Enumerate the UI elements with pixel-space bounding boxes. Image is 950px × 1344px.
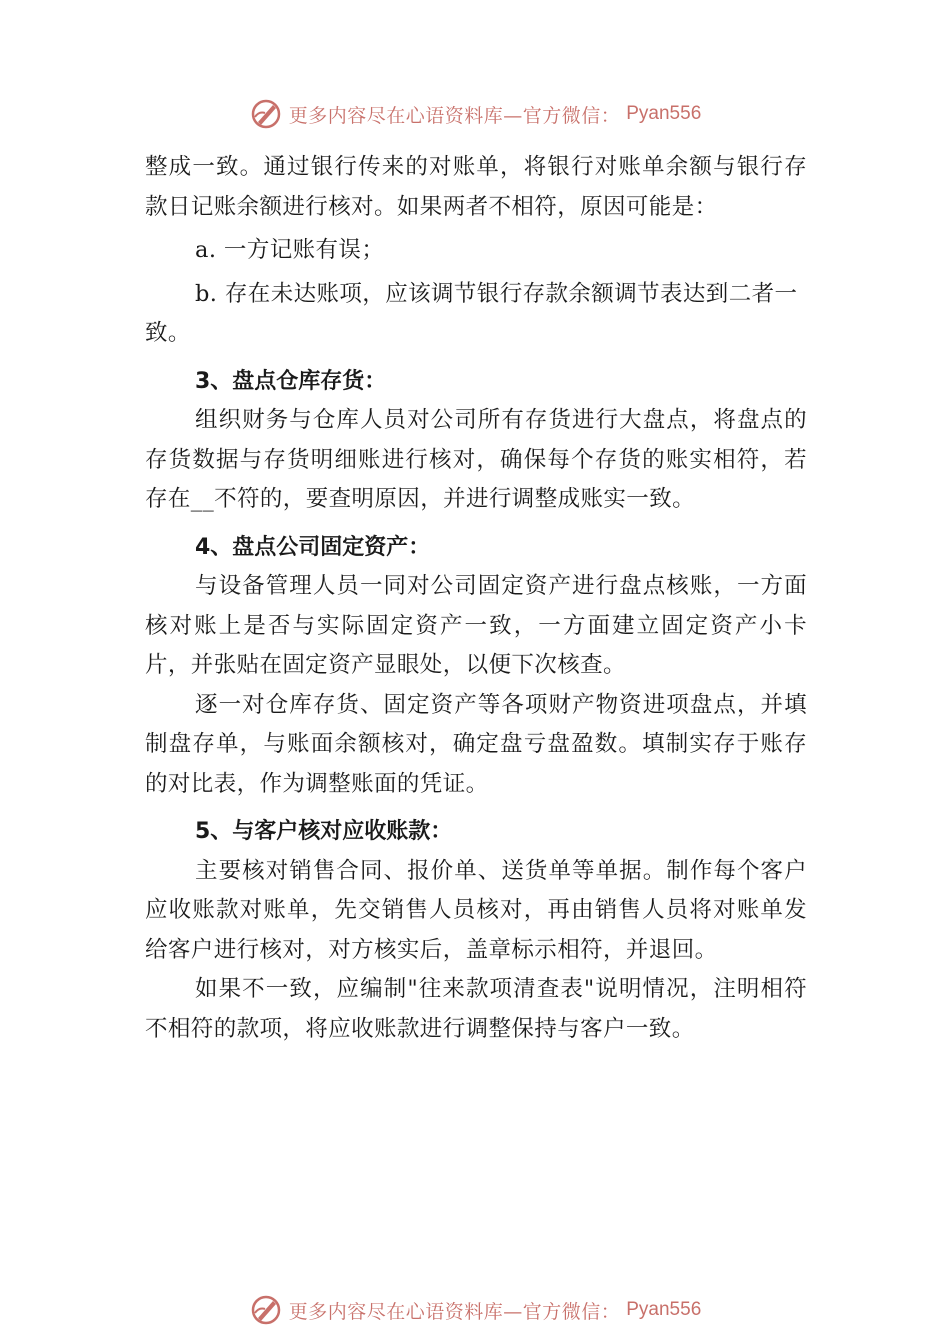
header-banner <box>0 94 950 134</box>
section-heading-4: 4、盘点公司固定资产： <box>195 534 431 560</box>
paragraph-fixed-assets: 与设备管理人员一同对公司固定资产进行盘点核账，一方面核对账上是否与实际固定资产一致，一方面建立固定资产小卡片，并张贴在固定资产显眼处，以便下次核查。 <box>145 573 807 678</box>
footer-banner <box>0 1290 950 1330</box>
banner-wechat-id: Pyan556 <box>626 1299 702 1320</box>
paragraph-discrepancy: 如果不一致，应编制"往来款项清查表"说明情况，注明相符不相符的款项，将应收账款进行调整保持与客户一致。 <box>145 976 807 1042</box>
paragraph-reconciliation: 整成一致。通过银行传来的对账单，将银行对账单余额与银行存款日记账余额进行核对。如果两者不相符，原因可能是： <box>145 154 807 220</box>
paragraph-receivables: 主要核对销售合同、报价单、送货单等单据。制作每个客户应收账款对账单，先交销售人员核对，再由销售人员将对账单发给客户进行核对，对方核实后，盖章标示相符，并退回。 <box>145 857 807 963</box>
list-item-a: a. 一方记账有误； <box>195 237 385 263</box>
section-heading-3: 3、盘点仓库存货： <box>195 368 387 394</box>
section-heading-5: 5、与客户核对应收账款： <box>195 819 453 844</box>
quill-logo-icon <box>249 1293 283 1327</box>
banner-wechat-id: Pyan556 <box>626 103 702 124</box>
banner-text: 更多内容尽在心语资料库—官方微信： <box>288 1300 621 1323</box>
document-body <box>145 148 807 1049</box>
list-item-b: b. 存在未达账项，应该调节银行存款余额调节表达到二者一致。 <box>145 280 798 346</box>
paragraph-inventory: 组织财务与仓库人员对公司所有存货进行大盘点，将盘点的存货数据与存货明细账进行核对，确保每个存货的账实相符，若存在__不符的，要查明原因，并进行调整成账实一致。 <box>145 407 807 512</box>
paragraph-stocktaking: 逐一对仓库存货、固定资产等各项财产物资进项盘点，并填制盘存单，与账面余额核对，确定盘亏盘盈数。填制实存于账存的对比表，作为调整账面的凭证。 <box>145 691 807 797</box>
quill-logo-icon <box>249 97 283 131</box>
banner-text: 更多内容尽在心语资料库—官方微信： <box>288 104 621 127</box>
